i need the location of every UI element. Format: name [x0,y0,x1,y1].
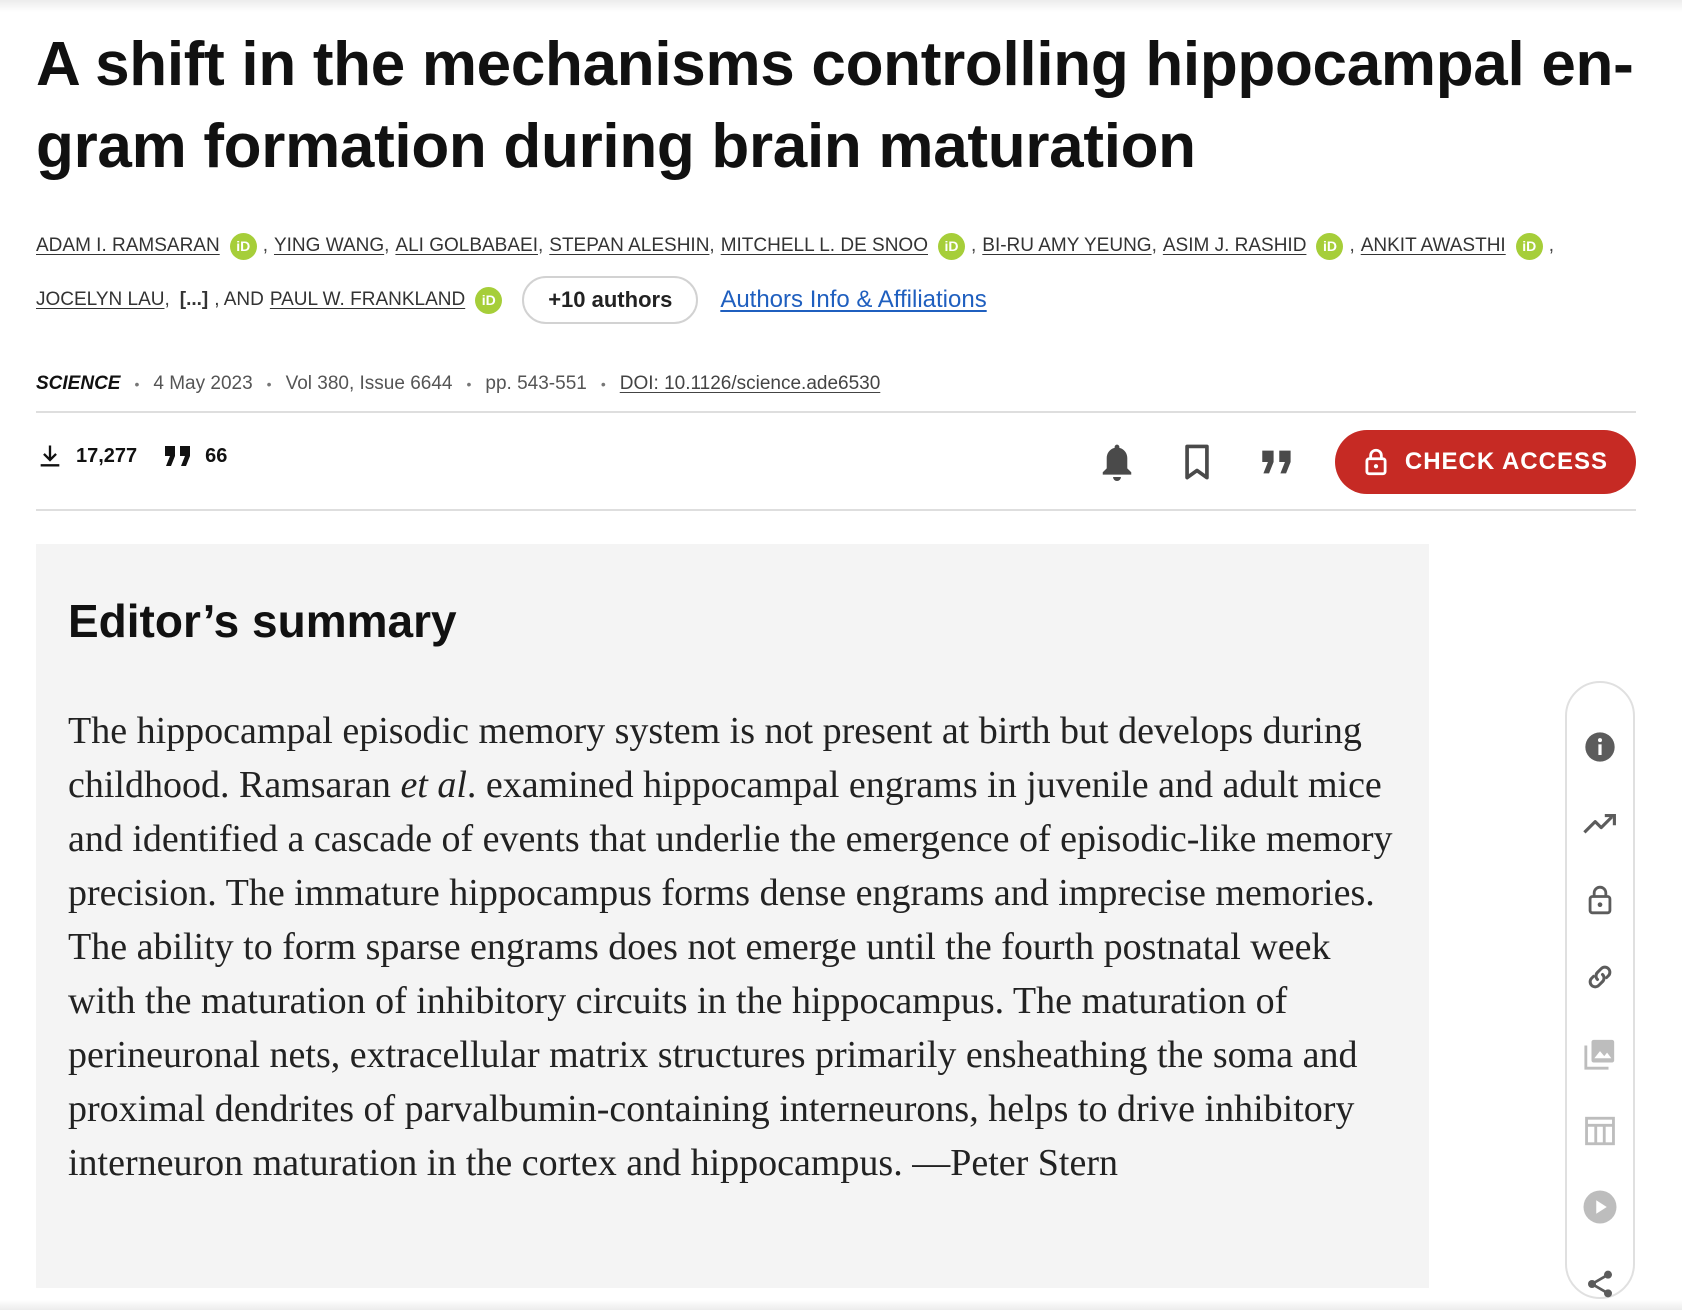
author-link[interactable]: PAUL W. FRANKLAND [269,289,466,310]
quote-icon [163,444,193,468]
lock-icon [1363,447,1389,477]
citations-stat [163,444,227,468]
lock-open-icon [1586,883,1614,917]
tables-button[interactable] [1567,1101,1633,1161]
summary-italic: et al [400,764,467,806]
bookmark-icon [1180,442,1214,482]
summary-text: The hippocampal episodic memory system is not present at birth but develops during childhood. Ramsaran et al. examined hippocampal engrams in juvenile and adult mice and identified a cascade of events that underlie the emergence of episodic-like memory precision. The immature hippocampus forms dense engrams and imprecise memories. The ability to form sparse engrams does not emerge until the fourth postnatal week with the maturation of inhibitory circuits in the hippocampus. The maturation of perineuronal nets, extracellular matrix structures primarily ensheathing the soma and proximal dendrites of parvalbumin-containing interneurons, helps to drive inhibitory interneuron maturation in the cortex and hippocampus. —Peter Stern [68,710,1393,1184]
check-access-button[interactable] [1335,430,1636,494]
cite-button[interactable] [1255,440,1299,484]
author-link[interactable]: YING WANG [273,235,385,256]
volume-issue[interactable]: Vol 380, Issue 6644 [285,373,453,394]
figures-button[interactable] [1567,1024,1633,1084]
divider [36,411,1636,413]
info-button[interactable] [1567,717,1633,777]
article-actions [1095,430,1636,494]
check-access-label: CHECK ACCESS [1404,448,1608,475]
doi-link[interactable]: DOI: 10.1126/science.ade6530 [619,373,881,394]
alert-button[interactable] [1095,440,1139,484]
article-title: A shift in the mechanisms controlling hippocampal engram formation during brain maturation [36,30,1634,181]
quote-icon [1260,448,1294,476]
play-icon [1582,1189,1618,1225]
side-rail [1565,681,1635,1299]
author-line-1: ADAM I. RAMSARAN iD , YING WANG , ALI GOLBABAEI , STEPAN ALESHIN , MITCHELL L. DE SNOO iD , BI-RU AMY YEUNG , ASIM J. RASHID iD , ANKIT AWASTHI iD , [36,226,1626,266]
downloads-count: 17,277 [76,444,138,467]
author-link[interactable]: ANKIT AWASTHI [1360,235,1506,256]
table-icon [1583,1114,1617,1148]
media-button[interactable] [1567,1177,1633,1237]
download-icon [36,442,64,470]
authors-and: , AND [214,289,264,310]
orcid-icon[interactable]: iD [475,287,502,314]
metrics-button[interactable] [1567,794,1633,854]
top-shadow [0,0,1682,12]
article-meta: SCIENCE • 4 May 2023 • Vol 380, Issue 6644 • pp. 543-551 • DOI: 10.1126/science.ade6530 [36,373,881,394]
images-icon [1583,1037,1617,1071]
author-line-2: JOCELYN LAU , [...] , AND PAUL W. FRANKLAND iD +10 authors Authors Info & Affiliations [36,280,1626,320]
bottom-shadow [0,1300,1682,1310]
article-toolbar [36,430,1636,494]
orcid-icon[interactable]: iD [230,233,257,260]
authors-affiliations-link[interactable]: Authors Info & Affiliations [720,286,987,313]
divider [36,509,1636,511]
citations-count: 66 [205,444,228,467]
orcid-icon[interactable]: iD [1516,233,1543,260]
author-link[interactable]: STEPAN ALESHIN [549,235,710,256]
author-link[interactable]: ASIM J. RASHID [1162,235,1307,256]
author-link[interactable]: JOCELYN LAU [36,289,165,310]
editors-summary [36,544,1429,1288]
downloads-stat [36,442,137,470]
page-range: pp. 543-551 [485,373,587,394]
author-link[interactable]: MITCHELL L. DE SNOO [720,235,928,256]
author-list [36,226,1626,320]
trending-icon [1582,811,1618,837]
author-link[interactable]: BI-RU AMY YEUNG [982,235,1152,256]
permalink-button[interactable] [1567,947,1633,1007]
author-link[interactable]: ADAM I. RAMSARAN [36,235,220,256]
orcid-icon[interactable]: iD [938,233,965,260]
bookmark-button[interactable] [1175,440,1219,484]
author-link[interactable]: ALI GOLBABAEI [395,235,538,256]
article-stats [36,442,227,470]
authors-ellipsis[interactable]: [...] [179,289,209,310]
bell-icon [1098,441,1136,483]
link-icon [1583,962,1617,992]
summary-heading: Editor’s summary [68,595,457,647]
orcid-icon[interactable]: iD [1316,233,1343,260]
share-icon [1584,1267,1616,1301]
info-icon [1584,731,1616,763]
access-button[interactable] [1567,870,1633,930]
journal-name[interactable]: SCIENCE [36,373,121,394]
publication-date: 4 May 2023 [153,373,253,394]
more-authors-button[interactable]: +10 authors [522,276,698,324]
